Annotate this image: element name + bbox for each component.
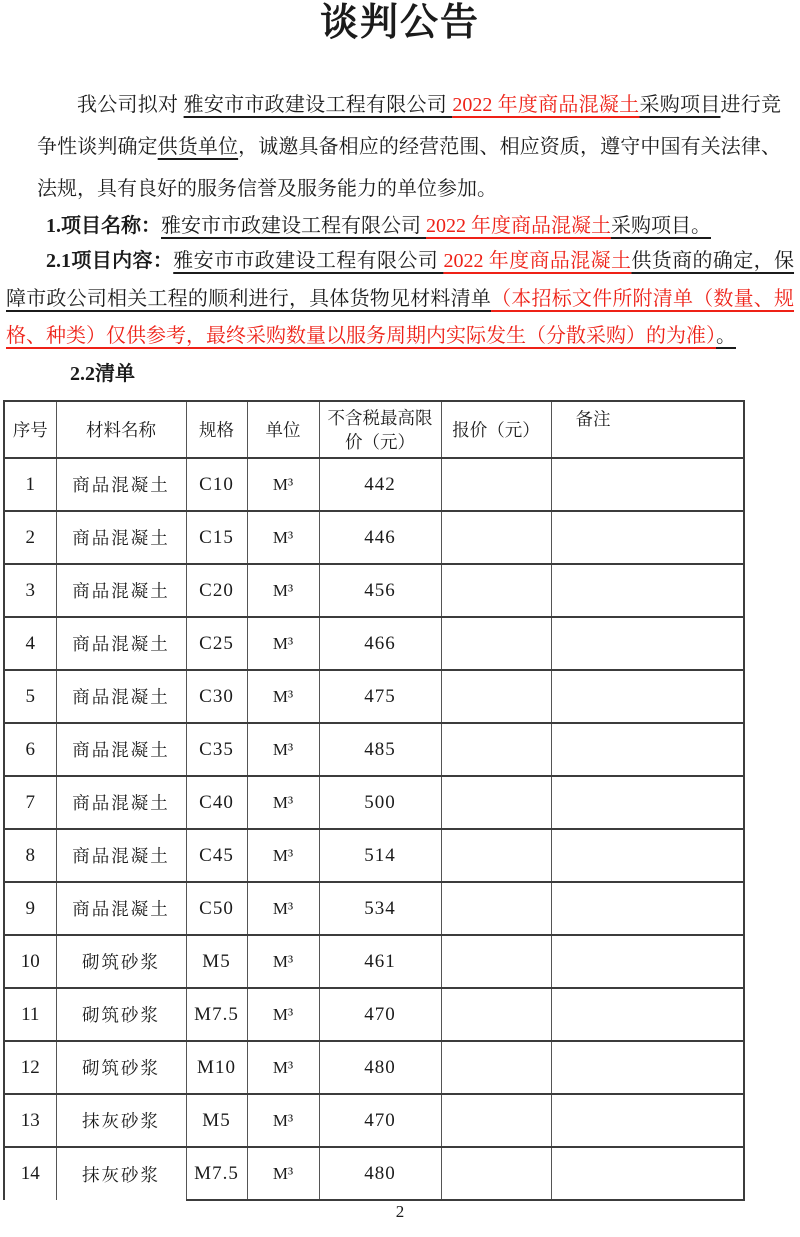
cell-price: 461 <box>319 935 441 988</box>
cell-spec: C45 <box>186 829 247 882</box>
cell-remark <box>551 511 744 564</box>
cell-spec: C10 <box>186 458 247 511</box>
cell-name: 抹灰砂浆 <box>56 1094 186 1147</box>
cell-spec: C40 <box>186 776 247 829</box>
cell-unit: M³ <box>247 1147 319 1200</box>
cell-quote <box>441 1147 551 1200</box>
cell-remark <box>551 988 744 1041</box>
cell-price: 442 <box>319 458 441 511</box>
page-number: 2 <box>395 1202 405 1221</box>
column-header-no: 序号 <box>4 401 56 458</box>
cell-quote <box>441 829 551 882</box>
text-segment-red: 2022 年度商品混凝土 <box>452 94 640 116</box>
cell-price: 480 <box>319 1147 441 1200</box>
cell-remark <box>551 935 744 988</box>
cell-no: 6 <box>4 723 56 776</box>
cell-unit: M³ <box>247 723 319 776</box>
cell-price: 446 <box>319 511 441 564</box>
cell-price: 466 <box>319 617 441 670</box>
text-segment: 雅安市市政建设工程有限公司 <box>173 250 444 272</box>
cell-name: 砌筑砂浆 <box>56 935 186 988</box>
cell-spec: C30 <box>186 670 247 723</box>
cell-no: 10 <box>4 935 56 988</box>
table-row-12 <box>4 1041 744 1094</box>
table-row-14 <box>4 1147 744 1200</box>
cell-remark <box>551 617 744 670</box>
paragraph-project-content <box>6 243 794 356</box>
cell-spec: C35 <box>186 723 247 776</box>
table-row-7 <box>4 776 744 829</box>
cell-price: 485 <box>319 723 441 776</box>
cell-price: 500 <box>319 776 441 829</box>
cell-unit: M³ <box>247 988 319 1041</box>
materials-table <box>3 400 745 1201</box>
cell-name: 抹灰砂浆 <box>56 1147 186 1200</box>
cell-spec: M5 <box>186 935 247 988</box>
cell-name: 砌筑砂浆 <box>56 988 186 1041</box>
cell-unit: M³ <box>247 511 319 564</box>
text-segment: 我公司拟对 <box>77 94 184 116</box>
materials-table-wrap <box>3 400 745 1201</box>
cell-unit: M³ <box>247 935 319 988</box>
cell-price: 534 <box>319 882 441 935</box>
cell-spec: M7.5 <box>186 988 247 1041</box>
cell-no: 5 <box>4 670 56 723</box>
cell-unit: M³ <box>247 829 319 882</box>
cell-no: 7 <box>4 776 56 829</box>
cell-quote <box>441 458 551 511</box>
cell-no: 13 <box>4 1094 56 1147</box>
column-header-remark: 备注 <box>551 401 744 458</box>
cell-spec: C25 <box>186 617 247 670</box>
cell-quote <box>441 670 551 723</box>
heading-list-section <box>70 356 370 392</box>
cell-spec: C15 <box>186 511 247 564</box>
table-head <box>4 401 744 458</box>
cell-spec: M7.5 <box>186 1147 247 1200</box>
cell-unit: M³ <box>247 1041 319 1094</box>
cell-no: 8 <box>4 829 56 882</box>
cell-spec: C50 <box>186 882 247 935</box>
cell-name: 商品混凝土 <box>56 882 186 935</box>
cell-spec: M5 <box>186 1094 247 1147</box>
cell-quote <box>441 617 551 670</box>
text-segment-bold: 2.1项目内容： <box>46 250 174 272</box>
text-segment-bold: 2.2清单 <box>70 363 135 385</box>
cell-remark <box>551 776 744 829</box>
cell-remark <box>551 1147 744 1200</box>
column-header-name: 材料名称 <box>56 401 186 458</box>
text-segment: 雅安市市政建设工程有限公司 <box>183 94 453 116</box>
table-row-11 <box>4 988 744 1041</box>
text-segment: 供货商的确定，保障市政公司相关工程的顺利进行，具体货物见材料清单 <box>6 250 795 310</box>
table-header-row <box>4 401 744 458</box>
cell-spec: M10 <box>186 1041 247 1094</box>
cell-price: 470 <box>319 1094 441 1147</box>
cell-unit: M³ <box>247 564 319 617</box>
cell-name: 商品混凝土 <box>56 564 186 617</box>
paragraph-project-name <box>46 208 786 244</box>
cell-quote <box>441 776 551 829</box>
table-row-2 <box>4 511 744 564</box>
text-segment: 采购项目。 <box>611 215 711 237</box>
cell-no: 2 <box>4 511 56 564</box>
cell-unit: M³ <box>247 617 319 670</box>
cell-no: 12 <box>4 1041 56 1094</box>
cell-remark <box>551 882 744 935</box>
page-title: 谈判公告 <box>319 2 480 44</box>
cell-unit: M³ <box>247 458 319 511</box>
cell-quote <box>441 511 551 564</box>
text-segment: 供货单位 <box>157 136 239 158</box>
cell-unit: M³ <box>247 776 319 829</box>
cell-name: 商品混凝土 <box>56 723 186 776</box>
cell-name: 商品混凝土 <box>56 776 186 829</box>
table-row-9 <box>4 882 744 935</box>
cell-name: 砌筑砂浆 <box>56 1041 186 1094</box>
cell-price: 475 <box>319 670 441 723</box>
cell-quote <box>441 564 551 617</box>
cell-quote <box>441 882 551 935</box>
column-header-quote: 报价（元） <box>441 401 551 458</box>
cell-name: 商品混凝土 <box>56 670 186 723</box>
cell-no: 14 <box>4 1147 56 1200</box>
cell-no: 3 <box>4 564 56 617</box>
cell-unit: M³ <box>247 882 319 935</box>
cell-no: 4 <box>4 617 56 670</box>
column-header-spec: 规格 <box>186 401 247 458</box>
text-segment: 进行竞争性谈判确定 <box>37 94 782 158</box>
cell-no: 11 <box>4 988 56 1041</box>
cell-remark <box>551 458 744 511</box>
table-row-4 <box>4 617 744 670</box>
table-row-3 <box>4 564 744 617</box>
cell-remark <box>551 1094 744 1147</box>
text-segment: 雅安市市政建设工程有限公司 <box>161 215 426 237</box>
table-row-8 <box>4 829 744 882</box>
cell-remark <box>551 564 744 617</box>
cell-quote <box>441 935 551 988</box>
cell-remark <box>551 670 744 723</box>
cell-price: 456 <box>319 564 441 617</box>
cell-name: 商品混凝土 <box>56 617 186 670</box>
column-header-price: 不含税最高限价（元） <box>319 401 441 458</box>
text-segment-bold: 1.项目名称： <box>46 215 161 237</box>
cell-quote <box>441 1041 551 1094</box>
cell-name: 商品混凝土 <box>56 511 186 564</box>
table-row-6 <box>4 723 744 776</box>
text-segment-red: 2022 年度商品混凝土 <box>426 215 611 237</box>
cell-unit: M³ <box>247 1094 319 1147</box>
text-segment: 采购项目 <box>639 94 721 116</box>
cell-no: 9 <box>4 882 56 935</box>
cell-remark <box>551 1041 744 1094</box>
text-segment: ，诚邀具备相应的经营范围、相应资质，遵守中国有关法律、法规，具有良好的服务信誉及服务能力的单位参加。 <box>37 136 782 200</box>
column-header-unit: 单位 <box>247 401 319 458</box>
cell-remark <box>551 829 744 882</box>
table-row-10 <box>4 935 744 988</box>
cell-unit: M³ <box>247 670 319 723</box>
table-row-5 <box>4 670 744 723</box>
table-body <box>4 458 744 1200</box>
table-row-13 <box>4 1094 744 1147</box>
text-segment-red: （本招标文件所附清单（数量、规格、种类）仅供参考，最终采购数量以服务周期内实际发生（分散采购）的为准） <box>6 287 795 347</box>
paragraph-intro <box>37 84 781 210</box>
cell-spec: C20 <box>186 564 247 617</box>
cell-price: 480 <box>319 1041 441 1094</box>
cell-price: 470 <box>319 988 441 1041</box>
text-segment: 。 <box>716 325 736 347</box>
cell-remark <box>551 723 744 776</box>
cell-quote <box>441 723 551 776</box>
cell-quote <box>441 988 551 1041</box>
cell-name: 商品混凝土 <box>56 829 186 882</box>
cell-name: 商品混凝土 <box>56 458 186 511</box>
table-row-1 <box>4 458 744 511</box>
cell-price: 514 <box>319 829 441 882</box>
text-segment-red: 2022 年度商品混凝土 <box>443 250 632 272</box>
cell-no: 1 <box>4 458 56 511</box>
cell-quote <box>441 1094 551 1147</box>
